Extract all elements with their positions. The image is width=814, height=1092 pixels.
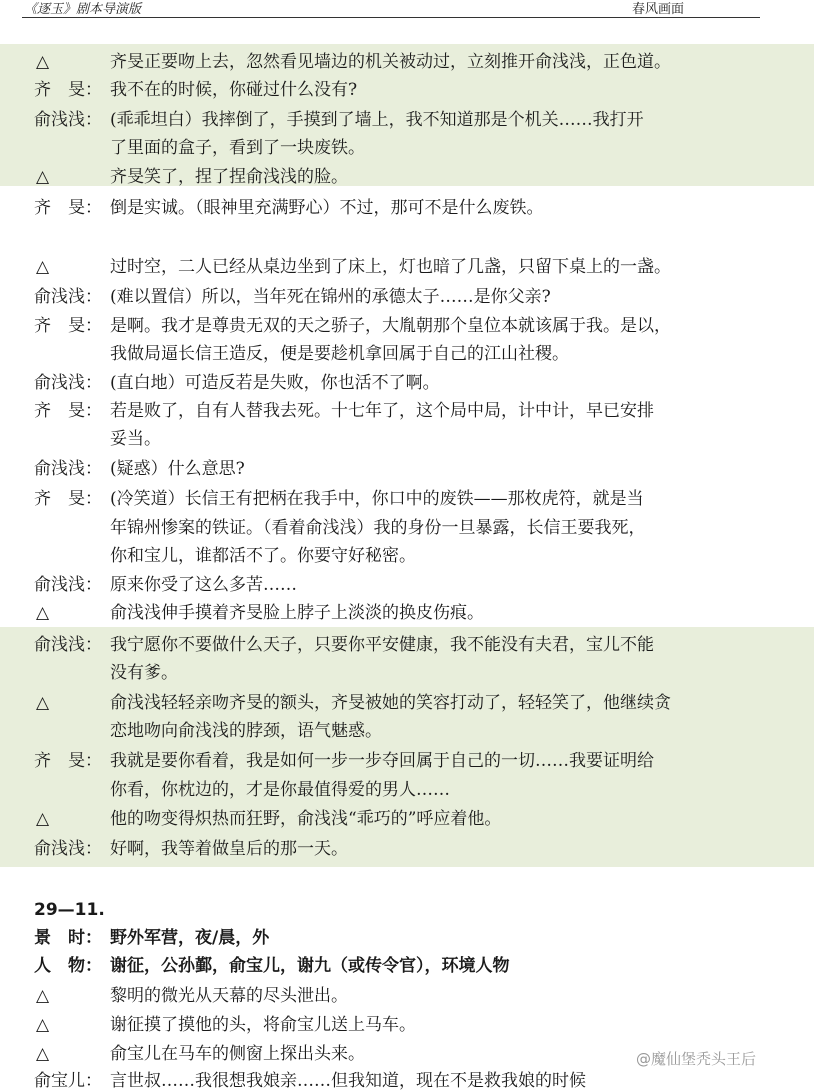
page-header xyxy=(0,0,814,18)
publisher-label: 春风画面 xyxy=(632,2,685,17)
speaker-yu: 俞浅浅： xyxy=(34,110,102,130)
triangle-icon: △ xyxy=(36,1015,50,1035)
triangle-icon: △ xyxy=(36,693,50,713)
triangle-icon: △ xyxy=(36,986,50,1006)
speaker-yu: 俞浅浅： xyxy=(34,635,102,655)
triangle-icon: △ xyxy=(36,257,50,277)
triangle-icon: △ xyxy=(36,52,50,72)
triangle-icon: △ xyxy=(36,603,50,623)
triangle-icon: △ xyxy=(36,1044,50,1064)
script-title: 《逐玉》剧本导演版 xyxy=(24,2,142,17)
scene-people-label: 人 物： xyxy=(34,956,102,976)
speaker-yu: 俞浅浅： xyxy=(34,373,102,393)
speaker-qi: 齐 旻： xyxy=(34,80,102,100)
speaker-qi: 齐 旻： xyxy=(34,751,102,771)
triangle-icon: △ xyxy=(36,809,50,829)
speaker-qi: 齐 旻： xyxy=(34,401,102,421)
header-rule xyxy=(22,17,760,18)
speaker-baoer: 俞宝儿： xyxy=(34,1071,102,1091)
speaker-yu: 俞浅浅： xyxy=(34,575,102,595)
speaker-yu: 俞浅浅： xyxy=(34,287,102,307)
speaker-qi: 齐 旻： xyxy=(34,316,102,336)
speaker-qi: 齐 旻： xyxy=(34,198,102,218)
speaker-yu: 俞浅浅： xyxy=(34,459,102,479)
speaker-yu: 俞浅浅： xyxy=(34,839,102,859)
triangle-icon: △ xyxy=(36,167,50,187)
watermark-text: @魔仙堡秃头王后 xyxy=(636,1050,757,1068)
speaker-qi: 齐 旻： xyxy=(34,489,102,509)
scene-time-label: 景 时： xyxy=(34,928,102,948)
